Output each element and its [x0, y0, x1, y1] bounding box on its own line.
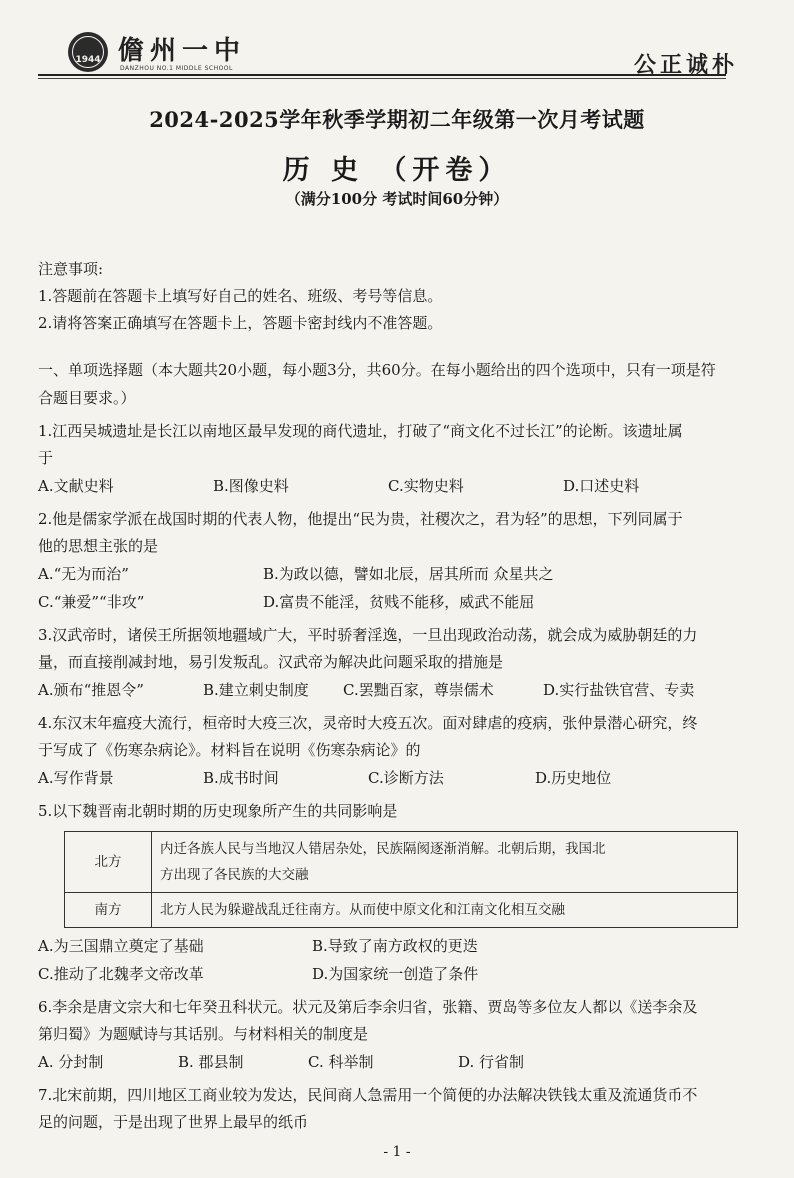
header-rule-thin [38, 78, 726, 79]
table-cell [152, 893, 738, 928]
option-b: B.为政以德，譬如北辰，居其所而 众星共之 [263, 565, 554, 583]
school-name-en: DANZHOU NO.1 MIDDLE SCHOOL [120, 65, 233, 72]
option-a: A.写作背景 [38, 769, 114, 787]
question-options [38, 472, 738, 500]
option-d: D.富贵不能淫，贫贱不能移，威武不能屈 [263, 593, 535, 611]
table-cell-line: 方出现了各民族的大交融 [160, 867, 309, 883]
question-options [38, 764, 738, 792]
table-row [65, 832, 738, 893]
table-cell-line: 内迁各族人民与当地汉人错居杂处，民族隔阂逐渐消解。北朝后期，我国北 [160, 841, 606, 857]
option-d: D.历史地位 [535, 769, 612, 787]
option-a: A.文献史料 [38, 477, 114, 495]
notes-heading: 注意事项: [38, 260, 104, 278]
option-d: D.口述史料 [563, 477, 640, 495]
option-c: C.“兼爱”“非攻” [38, 593, 145, 611]
option-b: B.导致了南方政权的更迭 [312, 937, 478, 955]
exam-content [38, 258, 738, 1136]
table-row-header: 南方 [65, 893, 152, 928]
question-text: 于 [38, 449, 54, 467]
note-item: 2.请将答案正确填写在答题卡上，答题卡密封线内不准答题。 [38, 314, 443, 332]
option-b: B.建立刺史制度 [203, 681, 309, 699]
school-motto: 公正诚朴 [633, 52, 738, 78]
option-b: B.成书时间 [203, 769, 279, 787]
option-d: D.为国家统一创造了条件 [312, 965, 479, 983]
option-c: C.实物史料 [388, 477, 464, 495]
question-text: 6.李余是唐文宗大和七年癸丑科状元。状元及第后李余归省，张籍、贾岛等多位友人都以《送李余及 [38, 998, 698, 1016]
table-cell-line: 北方人民为躲避战乱迁往南方。从而使中原文化和江南文化相互交融 [160, 902, 565, 918]
question-text: 2.他是儒家学派在战国时期的代表人物，他提出“民为贵，社稷次之，君为轻”的思想，下列同属于 [38, 510, 683, 528]
material-table [64, 831, 738, 928]
question-text: 他的思想主张的是 [38, 537, 159, 555]
question-3 [38, 622, 738, 704]
option-a: A. 分封制 [38, 1053, 104, 1071]
question-text: 足的问题，于是出现了世界上最早的纸币 [38, 1113, 309, 1131]
question-4 [38, 710, 738, 792]
option-b: B. 郡县制 [178, 1053, 244, 1071]
section-heading-line: 合题目要求。） [38, 389, 136, 407]
question-2 [38, 506, 738, 616]
option-b: B.图像史料 [213, 477, 289, 495]
question-text: 5.以下魏晋南北朝时期的历史现象所产生的共同影响是 [38, 802, 398, 820]
question-1 [38, 418, 738, 500]
page-header [38, 22, 738, 78]
question-options [38, 1048, 738, 1076]
option-c: C.推动了北魏孝文帝改革 [38, 965, 204, 983]
question-5 [38, 798, 738, 988]
question-text: 量，而直接削减封地，易引发叛乱。汉武帝为解决此问题采取的措施是 [38, 653, 504, 671]
page-number: - 1 - [383, 1144, 411, 1160]
option-c: C.罢黜百家，尊崇儒术 [343, 681, 494, 699]
question-options [38, 588, 738, 616]
question-text: 1.江西吴城遗址是长江以南地区最早发现的商代遗址，打破了“商文化不过长江”的论断。该遗址属 [38, 422, 683, 440]
exam-subject: 历 史 （开卷） [282, 155, 512, 186]
section-heading [38, 356, 738, 412]
question-7 [38, 1082, 738, 1136]
question-text: 于写成了《伤寒杂病论》。材料旨在说明《伤寒杂病论》的 [38, 741, 421, 759]
section-heading-line: 一、单项选择题（本大题共20小题，每小题3分，共60分。在每小题给出的四个选项中，只有一项是符 [38, 361, 716, 379]
question-options [38, 560, 738, 588]
question-text: 3.汉武帝时，诸侯王所据领地疆域广大，平时骄奢淫逸，一旦出现政治动荡，就会成为威胁朝廷的力 [38, 626, 698, 644]
question-options [38, 676, 738, 704]
question-6 [38, 994, 738, 1076]
exam-title: 2024-2025学年秋季学期初二年级第一次月考试题 [149, 107, 645, 132]
option-a: A.为三国鼎立奠定了基础 [38, 937, 204, 955]
table-row-header: 北方 [65, 832, 152, 893]
option-a: A.“无为而治” [38, 565, 129, 583]
question-text: 7.北宋前期，四川地区工商业较为发达，民间商人急需用一个简便的办法解决铁钱太重及流通货币不 [38, 1086, 698, 1104]
question-options [38, 960, 738, 988]
option-d: D.实行盐铁官营、专卖 [543, 681, 695, 699]
option-c: C.诊断方法 [368, 769, 444, 787]
school-seal-logo [68, 32, 108, 72]
question-options [38, 932, 738, 960]
header-rule [38, 74, 726, 76]
table-cell [152, 832, 738, 893]
seal-year: 1944 [75, 55, 101, 65]
option-a: A.颁布“推恩令” [38, 681, 144, 699]
note-item: 1.答题前在答题卡上填写好自己的姓名、班级、考号等信息。 [38, 287, 443, 305]
option-d: D. 行省制 [458, 1053, 525, 1071]
exam-score-time: （满分100分 考试时间60分钟） [285, 190, 509, 208]
option-c: C. 科举制 [308, 1053, 374, 1071]
question-text: 4.东汉末年瘟疫大流行，桓帝时大疫三次，灵帝时大疫五次。面对肆虐的疫病，张仲景潜心研究，终 [38, 714, 698, 732]
school-name: 儋州一中 [118, 36, 247, 66]
table-row [65, 893, 738, 928]
question-text: 第归蜀》为题赋诗与其话别。与材料相关的制度是 [38, 1025, 369, 1043]
